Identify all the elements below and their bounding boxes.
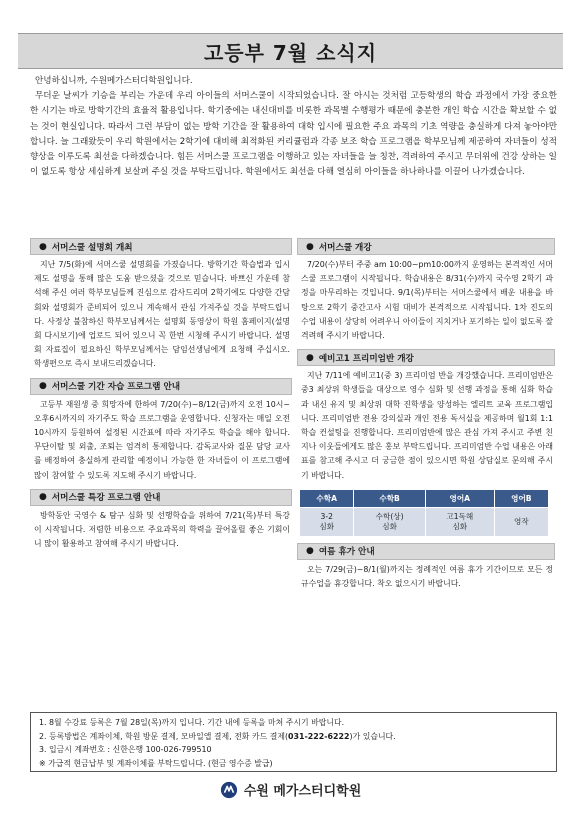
section-header bbox=[297, 238, 555, 255]
notice-box bbox=[30, 712, 557, 772]
section-header bbox=[30, 238, 292, 255]
brand-name: 수원 메가스터디학원 bbox=[243, 784, 362, 799]
section-header bbox=[30, 489, 292, 506]
bullet-icon: ● bbox=[39, 381, 47, 392]
notice-line bbox=[39, 730, 548, 744]
notice-line: 3. 입금시 계좌번호 : 신한은행 100-026-799510 bbox=[39, 745, 212, 755]
footer bbox=[0, 780, 581, 799]
page-title: 고등부 7월 소식지 bbox=[18, 33, 563, 69]
section-title: 서머스쿨 특강 프로그램 안내 bbox=[51, 493, 161, 504]
table-cell: 고1독해 심화 bbox=[425, 507, 494, 536]
section-title: 서머스쿨 설명회 개최 bbox=[51, 242, 133, 253]
megastudy-logo-icon bbox=[220, 781, 238, 799]
notice-line: 1. 8월 수강료 등록은 7월 28일(목)까지 입니다. 기간 내에 등록을 마쳐 주시기 바랍니다. bbox=[39, 718, 345, 727]
table-cell: 영작 bbox=[494, 507, 548, 536]
section-summer-vacation bbox=[297, 543, 555, 591]
notice-text: 2. 등록방법은 계좌이체, 학원 방문 결제, 모바일앱 결제, 전화 카드 결제( bbox=[39, 731, 289, 741]
section-body: 고등부 재원생 중 희망자에 한하여 7/20(수)~8/12(금)까지 오전 10시~오후6시까지의 자기주도 학습 프로그램을 운영합니다. 신청자는 매일 오전 10시까지 등원하여 설정된 시간표에 따라 자기주도 학습을 해야 합니다. 무단이탈 및 외출, 조퇴는 엄격히 통제합니다. 감독교사와 질문 담당 교사를 배정하여 충실하게 관리할 예정이니 가능한 한 자녀들이 이 프로그램에 많이 참여할 수 있도록 지도해 주시기 바랍니다. bbox=[34, 399, 290, 480]
section-body: 지난 7/11에 예비고1(중 3) 프리미엄 반을 개강했습니다. 프리미엄반은 중3 최상위 학생들을 대상으로 영수 심화 및 선행 과정을 통해 심화 학습과 내신 유지 및 최상위 대학 진학생을 양성하는 엘리트 교육 프로그램입니다. 프리미엄반 전용 강의실과 개인 전용 독서실을 제공하며 월1회 1:1 학습 컨설팅을 진행합니다. 프리미엄반에 많은 관심 가져 주시고 주변 친지나 이웃들에게도 많은 홍보 부탁드립니다. 프리미엄반 수업 내용은 아래 표를 참고해 주시고 더 궁금한 점이 있으시면 학원 상담실로 문의해 주시기 바랍니다. bbox=[301, 371, 553, 480]
section-title: 예비고1 프리미엄반 개강 bbox=[318, 353, 414, 364]
bullet-icon: ● bbox=[306, 546, 314, 557]
section-body: 7/20(수)부터 주중 am 10:00~pm10:00까지 운영하는 본격적인 서머스쿨 프로그램이 시작됩니다. 학습내용은 8/31(수)까지 국수영 2학기 과정을 마무리하는 것입니다. 9/1(목)부터는 서머스쿨에서 배운 내용을 바탕으로 2학기 중간고사 시험 대비가 본격적으로 시작됩니다. 1차 진도의 수업 내용이 상당히 어려우니 아이들이 지치거나 포기하는 일이 없도록 잘 격려해 주시기 바랍니다. bbox=[301, 260, 553, 341]
section-body: 지난 7/5(화)에 서머스쿨 설명회를 가졌습니다. 방학기간 학습법과 입시제도 설명을 통해 많은 도움 받으셨을 것으로 믿습니다. 바쁘신 가운데 참석해 주신 여러 학부모님들께 진심으로 감사드리며 2학기에도 다양한 간담회와 설명회가 준비되어 있으니 계속해서 관심 가져주실 것을 부탁드립니다. 사정상 불참하신 학부모님께서는 설명회 동영상이 학원 홈페이지(설명회 다시보기)에 업로드 되어 있으니 꼭 한번 시청해 주시기 바랍니다. 설명회 자료집이 필요하신 학부모님께서는 담임선생님에게 요청해 주십시오. 학생편으로 즉시 보내드리겠습니다. bbox=[34, 260, 290, 369]
section-summer-briefing bbox=[30, 238, 292, 372]
table-header: 수학B bbox=[354, 489, 425, 507]
section-header bbox=[297, 349, 555, 366]
bullet-icon: ● bbox=[306, 241, 314, 252]
left-column bbox=[30, 238, 292, 557]
section-body: 방학동안 국영수 & 탐구 심화 및 선행학습을 위하여 7/21(목)부터 특강이 시작됩니다. 저렴한 비용으로 주요과목의 학력을 끌어올릴 좋은 기회이니 많이 활용하고 참여해 주시기 바랍니다. bbox=[34, 510, 290, 549]
section-summer-open bbox=[297, 238, 555, 343]
table-cell: 3-2 심화 bbox=[300, 507, 354, 536]
bullet-icon: ● bbox=[39, 241, 47, 252]
section-self-study bbox=[30, 378, 292, 483]
table-header: 영어A bbox=[425, 489, 494, 507]
intro-body: 무더운 날씨가 기승을 부리는 가운데 우리 아이들의 서머스쿨이 시작되었습니다. 잘 아시는 것처럼 고등학생의 학습 과정에서 가장 중요한 한 시기는 바로 방학기간의 효율적 활용입니다. 학기중에는 내신대비를 비롯한 과목별 수행평가 때문에 충분한 개인 학습 시간을 확보할 수 없는 것이 현실입니다. 따라서 그런 부담이 없는 방학 기간을 잘 활용하여 대학 입시에 필요한 주요 과목의 기초 역량을 충실하게 다져 놓아야만 합니다. 늘 그래왔듯이 우리 학원에서는 2학기에 대비해 최적화된 커리큘럼과 각종 보조 학습 프로그램을 학부모님께 제공하여 자녀들이 성적 향상을 이루도록 최선을 다하겠습니다. 힘든 서머스쿨 프로그램을 이행하고 있는 자녀들을 늘 칭찬, 격려하여 주시고 무더위에 건강 상하는 일이 없도록 항상 세심하게 보살펴 주실 것을 부탁드립니다. 학원에서도 최선을 다해 열심히 아이들을 하나하나를 이끌어 나가겠습니다. bbox=[30, 91, 557, 178]
premium-class-table bbox=[299, 489, 549, 537]
table-cell: 수학(상) 심화 bbox=[354, 507, 425, 536]
section-special-lecture bbox=[30, 489, 292, 552]
right-column bbox=[297, 238, 555, 597]
section-premium-class bbox=[297, 349, 555, 537]
section-title: 서머스쿨 개강 bbox=[318, 242, 372, 253]
section-header bbox=[297, 543, 555, 560]
table-header: 영어B bbox=[494, 489, 548, 507]
intro-greeting: 안녕하십니까, 수원메가스터디학원입니다. bbox=[35, 76, 193, 86]
bullet-icon: ● bbox=[306, 352, 314, 363]
notice-phone: 031-222-6222 bbox=[288, 731, 350, 741]
table-header: 수학A bbox=[300, 489, 354, 507]
section-header bbox=[30, 378, 292, 395]
notice-line: ※ 가급적 현금납부 및 계좌이체를 부탁드립니다. (현금 영수증 발급) bbox=[39, 758, 273, 768]
section-body: 오는 7/29(금)~8/1(월)까지는 정례적인 여름 휴가 기간이므로 모든 정규수업을 휴강합니다. 착오 없으시기 바랍니다. bbox=[301, 564, 553, 589]
bullet-icon: ● bbox=[39, 492, 47, 503]
intro-text bbox=[30, 74, 557, 180]
section-title: 여름 휴가 안내 bbox=[318, 547, 375, 558]
notice-text: )가 있습니다. bbox=[349, 731, 396, 741]
section-title: 서머스쿨 기간 자습 프로그램 안내 bbox=[51, 382, 181, 393]
